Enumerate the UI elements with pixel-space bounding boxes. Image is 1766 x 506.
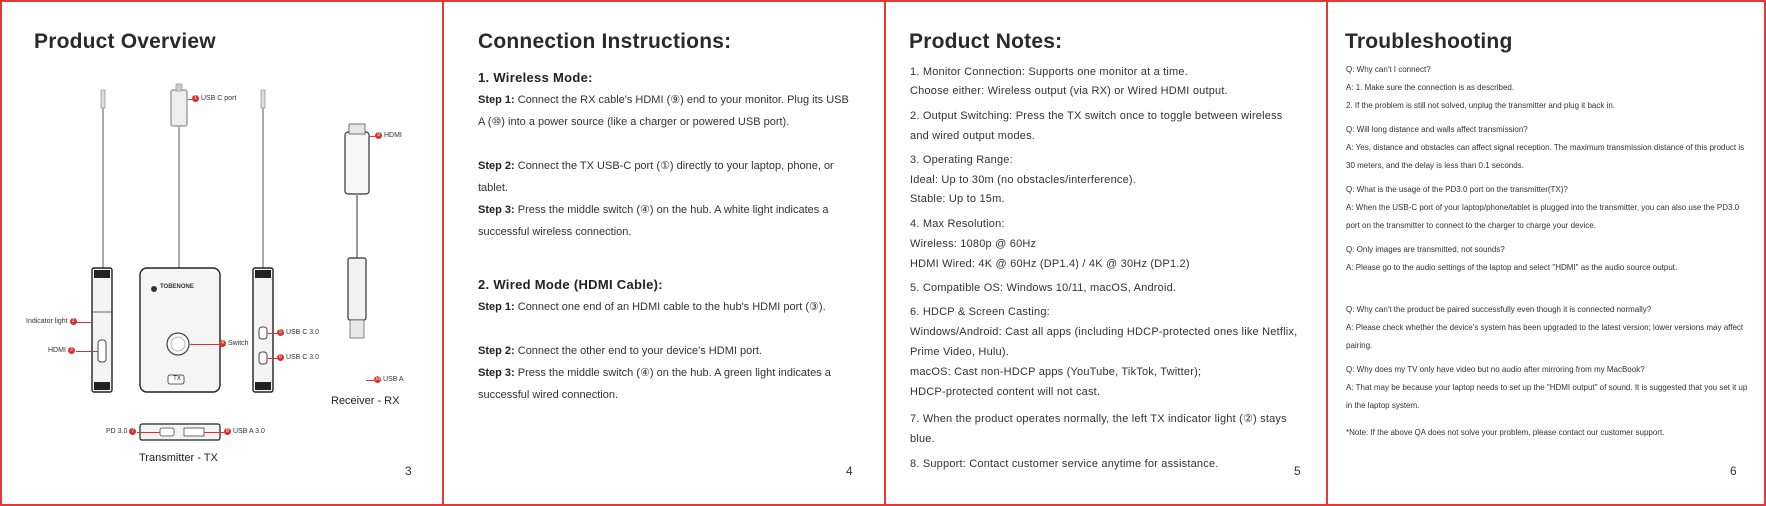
- wired-step-1: Step 1: Connect one end of an HDMI cable to the hub's HDMI port (③).: [478, 301, 826, 313]
- note-line: macOS: Cast non-HDCP apps (YouTube, TikTok, Twitter);: [910, 366, 1202, 378]
- note-line: 3. Operating Range:: [910, 154, 1013, 166]
- usbc-plug: [171, 90, 187, 126]
- qa-question: Q: What is the usage of the PD3.0 port on the transmitter(TX)?: [1346, 185, 1568, 194]
- page-number: 4: [846, 464, 853, 478]
- qa-answer: A: Please check whether the device's system has been upgraded to the latest version; lower versions may affect pairing.: [1346, 323, 1744, 350]
- note-line: 4. Max Resolution:: [910, 218, 1005, 230]
- note-line: HDCP-protected content will not cast.: [910, 386, 1101, 398]
- hdmi-port-side: [98, 340, 106, 362]
- callout-usbc-port: 1 USB C port: [192, 94, 236, 104]
- wireless-step-2: Step 2: Connect the TX USB-C port (①) directly to your laptop, phone, or tablet.: [478, 160, 834, 194]
- panel-connection-instructions: [444, 2, 884, 504]
- wired-step-2: Step 2: Connect the other end to your device's HDMI port.: [478, 345, 762, 357]
- transmitter-caption: Transmitter - TX: [139, 452, 218, 464]
- qa-answer: A: Yes, distance and obstacles can affect signal reception. The maximum transmission distance of this product is 30 meters, and the delay is less than 0.1 seconds.: [1346, 143, 1745, 170]
- note-line: Ideal: Up to 30m (no obstacles/interference).: [910, 174, 1137, 186]
- page-title: Troubleshooting: [1345, 30, 1513, 53]
- callout-usbc30-a: 5 USB C 3.0: [277, 328, 319, 338]
- wireless-step-1: Step 1: Connect the RX cable's HDMI (⑨) end to your monitor. Plug its USB A (⑩) into a power source (like a charger or powered USB port).: [478, 94, 849, 128]
- note-line: 7. When the product operates normally, the left TX indicator light (②) stays blue.: [910, 413, 1287, 445]
- page-title: Product Overview: [34, 30, 216, 53]
- callout-hdmi-tx: HDMI 3: [48, 346, 75, 356]
- rx-hdmi-plug: [345, 132, 369, 194]
- usbc-port-1: [259, 327, 267, 339]
- qa-question: Q: Will long distance and walls affect transmission?: [1346, 125, 1528, 134]
- wireless-heading: 1. Wireless Mode:: [478, 70, 593, 85]
- callout-usbc30-b: 6 USB C 3.0: [277, 353, 319, 363]
- tx-badge: TX: [173, 376, 181, 382]
- page-number: 5: [1294, 464, 1301, 478]
- num-badge: 1: [192, 95, 199, 102]
- note-line: Stable: Up to 15m.: [910, 193, 1005, 205]
- note-line: Choose either: Wireless output (via RX) or Wired HDMI output.: [910, 85, 1228, 97]
- note-line: Windows/Android: Cast all apps (including HDCP-protected ones like Netflix, Prime Video, Hulu).: [910, 326, 1298, 358]
- panel-product-notes: [886, 2, 1326, 504]
- note-line: 1. Monitor Connection: Supports one monitor at a time.: [910, 66, 1188, 78]
- wired-heading: 2. Wired Mode (HDMI Cable):: [478, 277, 663, 292]
- page-title: Product Notes:: [909, 30, 1063, 53]
- brand-logo: TOBENONE: [160, 284, 194, 290]
- qa-question: Q: Only images are transmitted, not sounds?: [1346, 245, 1505, 254]
- wired-step-3: Step 3: Press the middle switch (④) on the hub. A green light indicates a successful wired connection.: [478, 367, 831, 401]
- page-title: Connection Instructions:: [478, 30, 732, 53]
- qa-answer: A: 1. Make sure the connection is as described.: [1346, 83, 1515, 92]
- pd-port: [160, 428, 174, 436]
- note-line: HDMI Wired: 4K @ 60Hz (DP1.4) / 4K @ 30Hz (DP1.2): [910, 258, 1190, 270]
- support-note: *Note: If the above QA does not solve your problem, please contact our customer support.: [1346, 428, 1665, 437]
- note-line: 2. Output Switching: Press the TX switch once to toggle between wireless and wired output modes.: [910, 110, 1283, 142]
- receiver-caption: Receiver - RX: [331, 395, 400, 407]
- qa-question: Q: Why can't I connect?: [1346, 65, 1431, 74]
- callout-pd30: PD 3.0 7: [106, 427, 136, 437]
- note-line: Wireless: 1080p @ 60Hz: [910, 238, 1037, 250]
- page-number: 3: [405, 464, 412, 478]
- note-line: 6. HDCP & Screen Casting:: [910, 306, 1050, 318]
- callout-usba30: 8 USB A 3.0: [224, 427, 265, 437]
- usbc-port-2: [259, 352, 267, 364]
- callout-indicator-light: Indicator light 2: [26, 317, 77, 327]
- qa-answer: A: When the USB-C port of your laptop/phone/tablet is plugged into the transmitter, you can also use the PD3.0 port on the transmitter to connect to the charger to charge your device.: [1346, 203, 1740, 230]
- qa-answer: A: That may be because your laptop needs to set up the "HDMI output" of sound. It is suggested that you set it up in the laptop system.: [1346, 383, 1748, 410]
- panel-troubleshooting: [1328, 2, 1764, 504]
- qa-question: Q: Why can't the product be paired successfully even though it is connected normally?: [1346, 305, 1652, 314]
- usba-port: [184, 428, 204, 436]
- product-diagram: [2, 2, 442, 504]
- note-line: 5. Compatible OS: Windows 10/11, macOS, Android.: [910, 282, 1177, 294]
- tx-side-left: [92, 268, 112, 392]
- rx-usba-plug: [348, 258, 366, 320]
- qa-question: Q: Why does my TV only have video but no audio after mirroring from my MacBook?: [1346, 365, 1645, 374]
- callout-usba-rx: 10 USB A: [374, 375, 404, 383]
- page-number: 6: [1730, 464, 1737, 478]
- wireless-step-3: Step 3: Press the middle switch (④) on the hub. A white light indicates a successful wireless connection.: [478, 204, 829, 238]
- qa-answer: A: Please go to the audio settings of the laptop and select "HDMI" as the audio source output.: [1346, 263, 1678, 272]
- panel-product-overview: [2, 2, 442, 504]
- qa-answer: 2. If the problem is still not solved, unplug the transmitter and plug it back in.: [1346, 101, 1616, 110]
- callout-hdmi-rx: 9 HDMI: [375, 131, 402, 141]
- callout-switch: 4 Switch: [219, 339, 249, 349]
- left-cable-plug: [101, 90, 105, 108]
- note-line: 8. Support: Contact customer service anytime for assistance.: [910, 458, 1219, 470]
